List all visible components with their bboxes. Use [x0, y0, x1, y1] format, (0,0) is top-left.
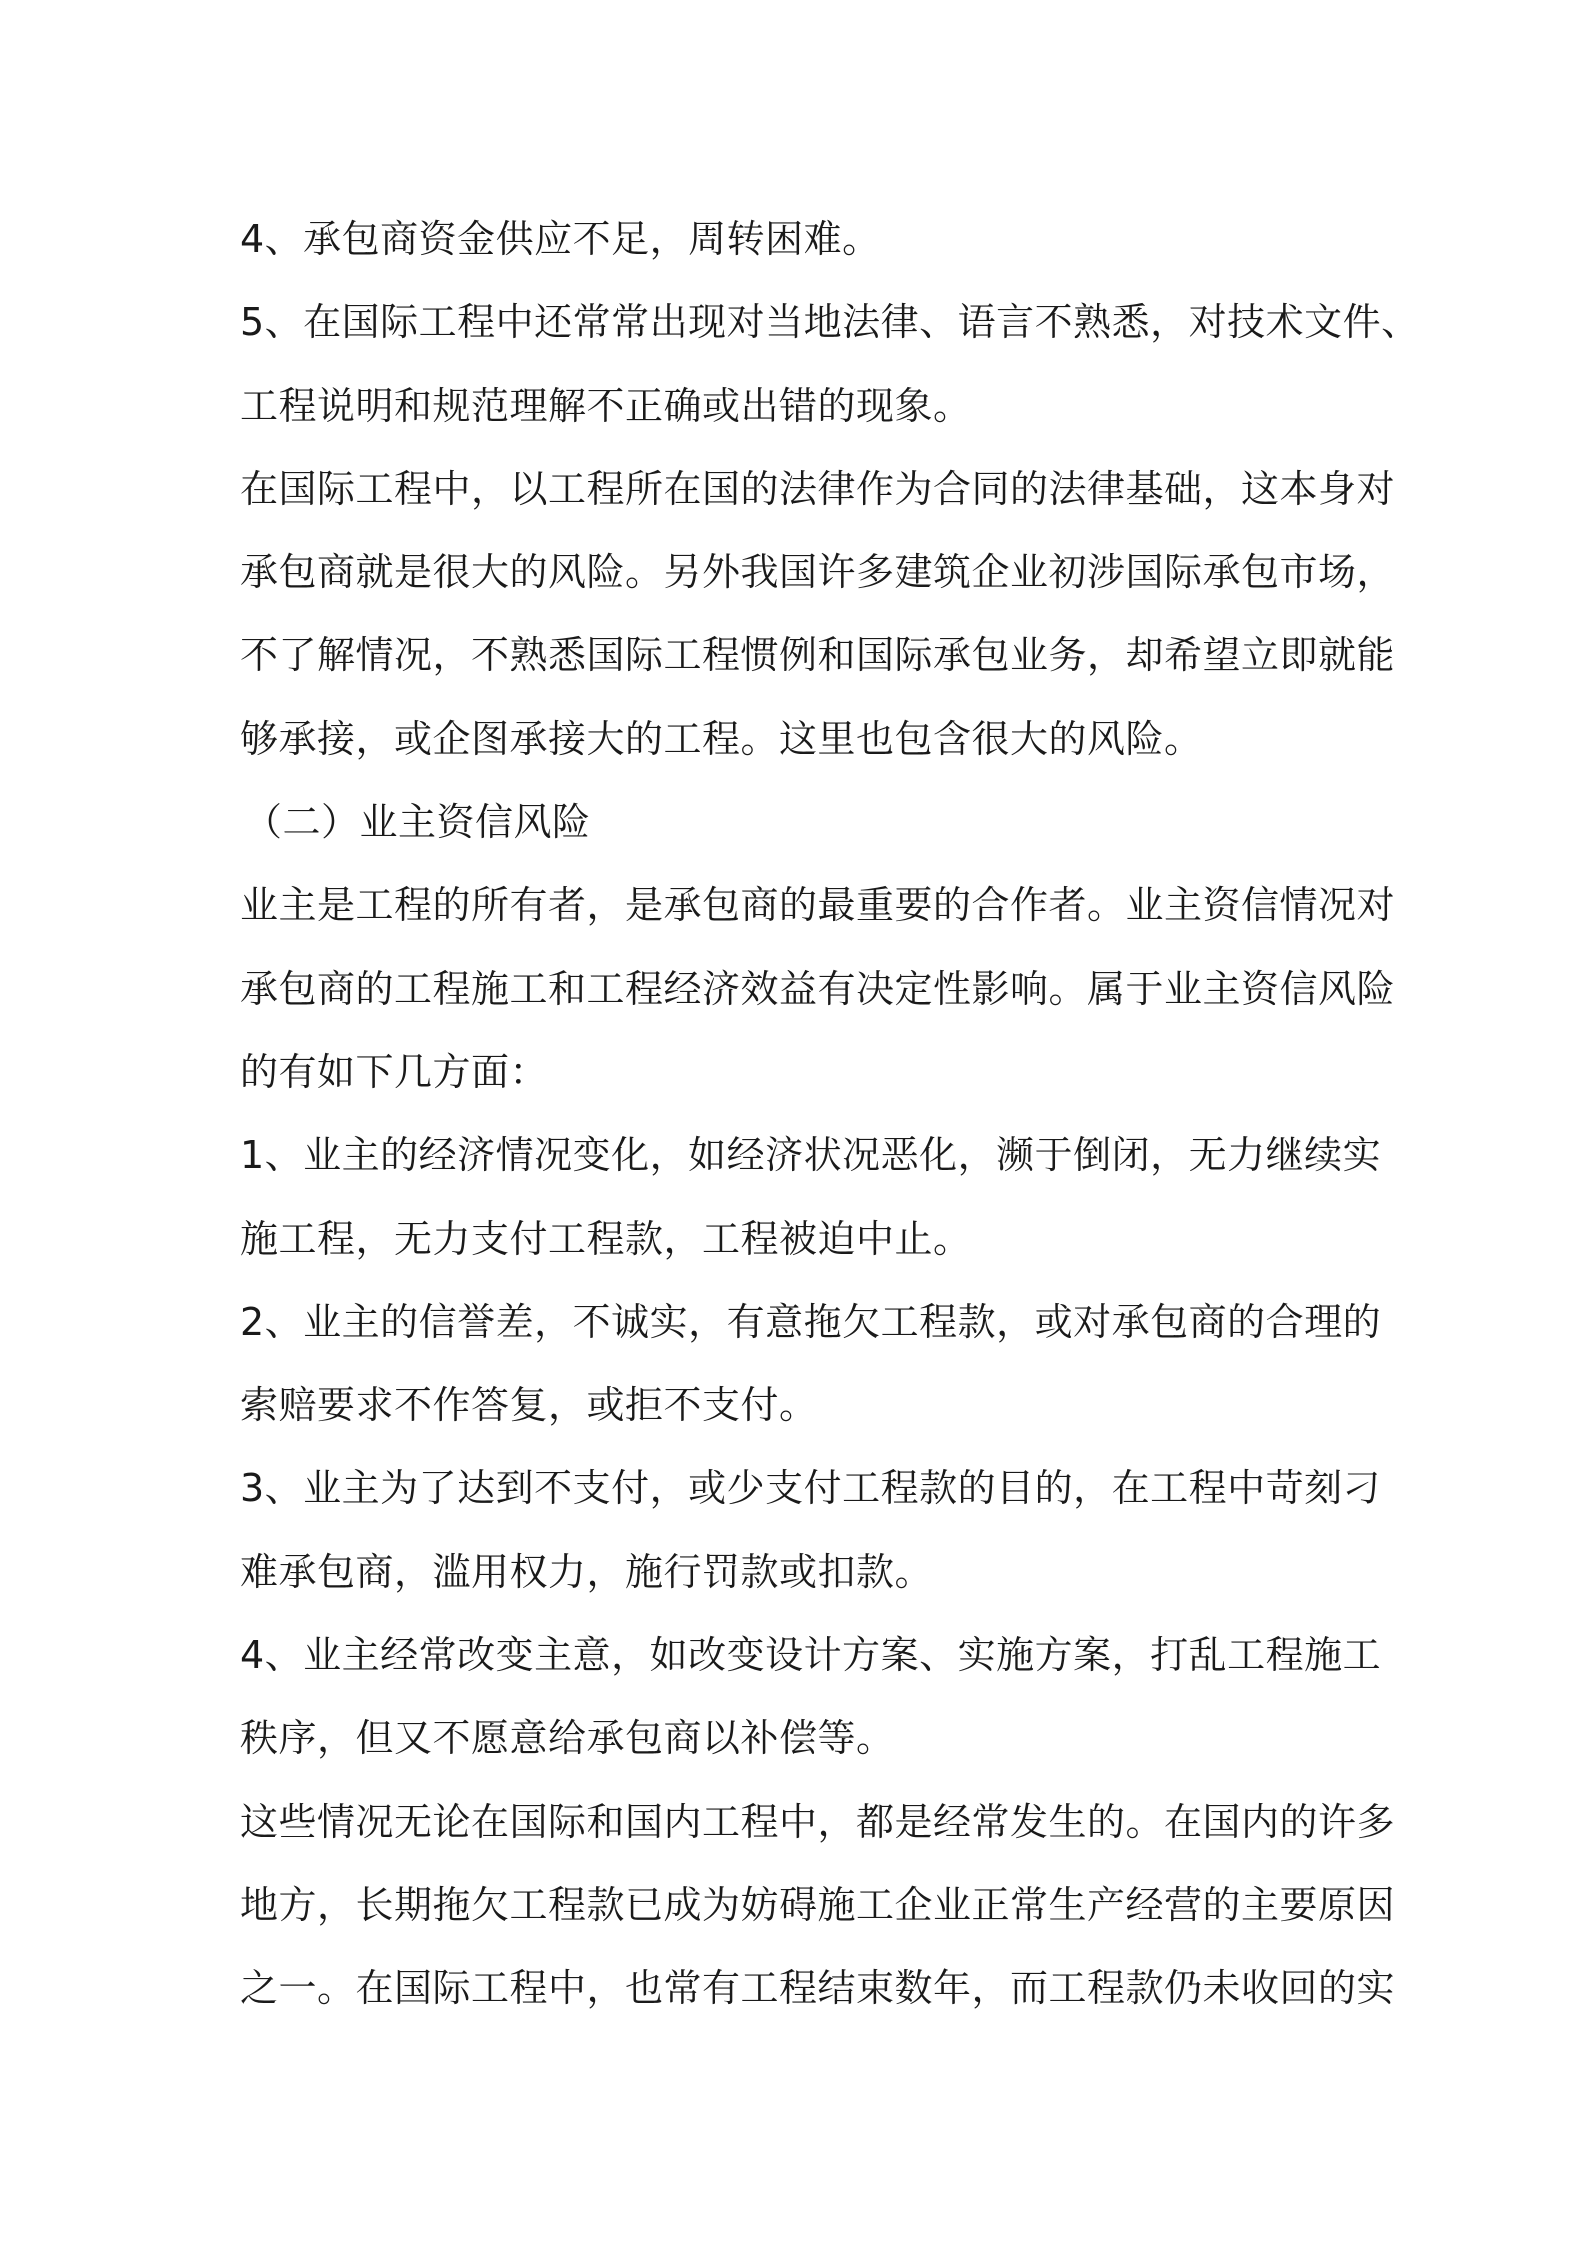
text-line: 4、业主经常改变主意，如改变设计方案、实施方案，打乱工程施工	[240, 1633, 1382, 1678]
section-heading: （二）业主资信风险	[244, 800, 591, 845]
text-line: 1、业主的经济情况变化，如经济状况恶化，濒于倒闭，无力继续实	[240, 1133, 1382, 1178]
text-line: 4、承包商资金供应不足，周转困难。	[240, 217, 881, 261]
text-line: 秩序，但又不愿意给承包商以补偿等。	[240, 1716, 895, 1761]
text-line: 2、业主的信誉差，不诚实，有意拖欠工程款，或对承包商的合理的	[240, 1299, 1382, 1344]
text-line: 够承接，或企图承接大的工程。这里也包含很大的风险。	[240, 716, 1203, 761]
text-line: 施工程，无力支付工程款，工程被迫中止。	[240, 1216, 972, 1261]
text-line: 承包商就是很大的风险。另外我国许多建筑企业初涉国际承包市场，	[240, 550, 1396, 595]
text-line: 地方，长期拖欠工程款已成为妨碍施工企业正常生产经营的主要原因	[240, 1882, 1396, 1927]
text-line: 在国际工程中，以工程所在国的法律作为合同的法律基础，这本身对	[240, 466, 1396, 511]
text-line: 之一。在国际工程中，也常有工程结束数年，而工程款仍未收回的实	[240, 1966, 1396, 2011]
text-line: 索赔要求不作答复，或拒不支付。	[240, 1383, 818, 1428]
text-line: 5、在国际工程中还常常出现对当地法律、语言不熟悉，对技术文件、	[240, 300, 1420, 345]
text-line: 3、业主为了达到不支付，或少支付工程款的目的，在工程中苛刻刁	[240, 1466, 1382, 1511]
text-line: 不了解情况，不熟悉国际工程惯例和国际承包业务，却希望立即就能	[240, 633, 1396, 678]
text-line: 业主是工程的所有者，是承包商的最重要的合作者。业主资信情况对	[240, 883, 1396, 928]
text-line: 工程说明和规范理解不正确或出错的现象。	[240, 383, 972, 428]
text-line: 承包商的工程施工和工程经济效益有决定性影响。属于业主资信风险	[240, 966, 1396, 1011]
document-body	[240, 198, 1420, 2031]
text-line: 的有如下几方面：	[240, 1049, 549, 1094]
text-line: 这些情况无论在国际和国内工程中，都是经常发生的。在国内的许多	[240, 1799, 1396, 1844]
text-line: 难承包商，滥用权力，施行罚款或扣款。	[240, 1549, 934, 1594]
